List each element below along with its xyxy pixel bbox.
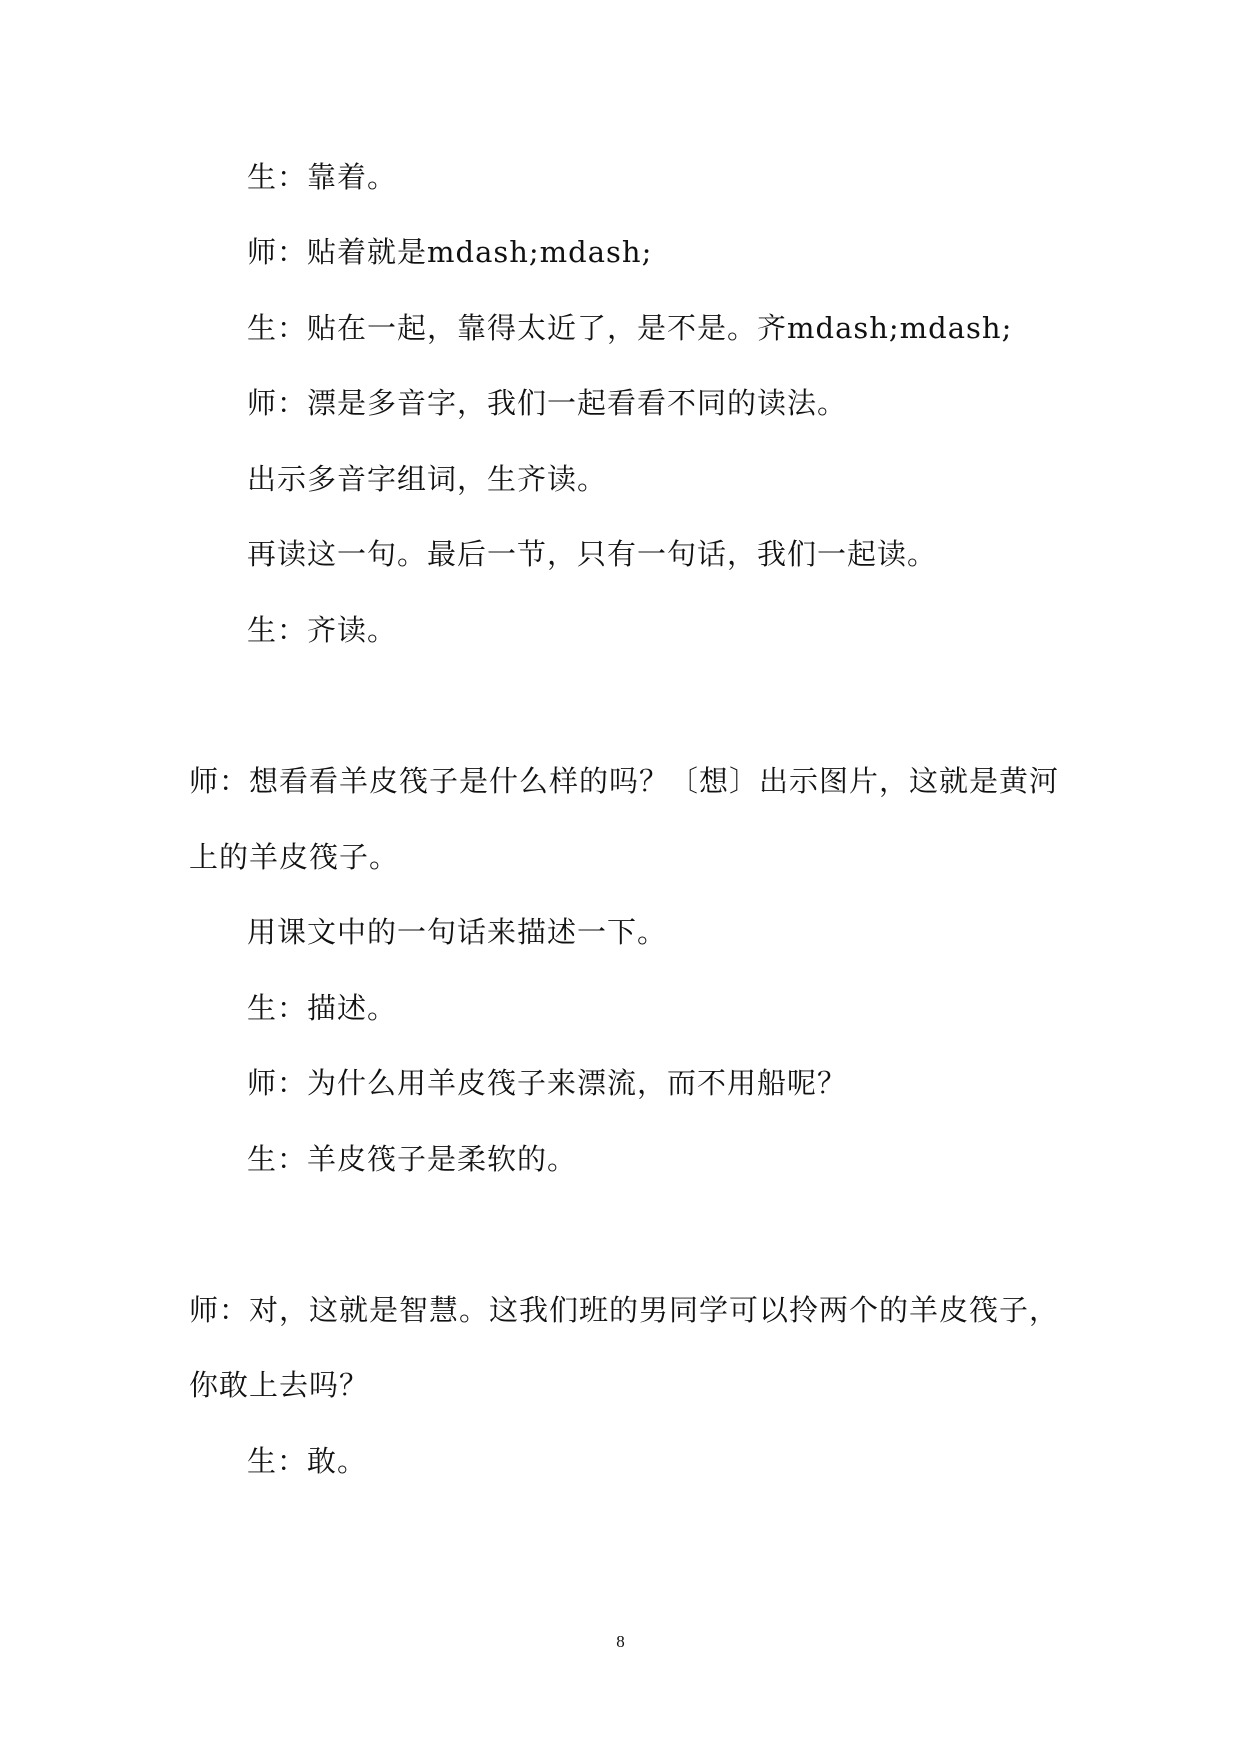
dialogue-line: 生：描述。 [247,991,398,1025]
dialogue-line: 师：贴着就是mdash;mdash; [247,235,653,269]
dialogue-line: 生：敢。 [247,1444,368,1478]
dialogue-line: 师：为什么用羊皮筏子来漂流，而不用船呢？ [247,1066,848,1100]
dialogue-line-continued: 上的羊皮筏子。 [189,840,400,874]
dialogue-line: 生：贴在一起，靠得太近了，是不是。齐mdash;mdash; [247,311,1013,345]
dialogue-line: 生：靠着。 [247,160,398,194]
dialogue-line-continued: 你敢上去吗？ [189,1368,370,1402]
dialogue-line: 生：羊皮筏子是柔软的。 [247,1142,578,1176]
narration-line: 出示多音字组词，生齐读。 [247,462,608,496]
dialogue-line: 师：想看看羊皮筏子是什么样的吗？〔想〕出示图片，这就是黄河 [189,764,1060,798]
narration-line: 再读这一句。最后一节，只有一句话，我们一起读。 [247,537,938,571]
dialogue-line: 师：漂是多音字，我们一起看看不同的读法。 [247,386,848,420]
dialogue-line: 生：齐读。 [247,613,398,647]
narration-line: 用课文中的一句话来描述一下。 [247,915,668,949]
dialogue-line: 师：对，这就是智慧。这我们班的男同学可以拎两个的羊皮筏子， [189,1293,1060,1327]
page-number: 8 [616,1632,625,1651]
